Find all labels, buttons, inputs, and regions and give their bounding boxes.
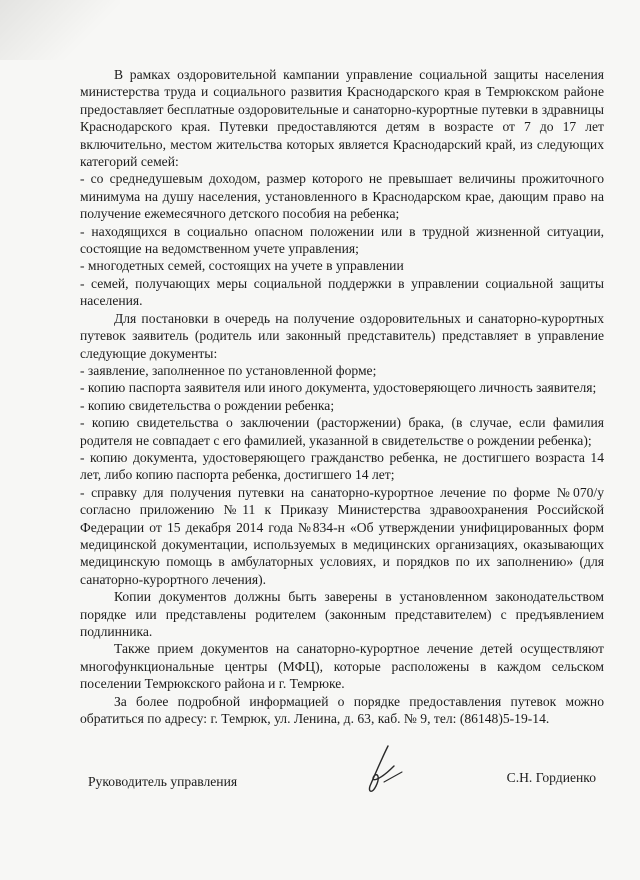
signatory-title: Руководитель управления	[88, 774, 238, 789]
paragraph-documents: Для постановки в очередь на получение оздоровительных и санаторно-курортных путевок заявитель (родитель или законный представитель) представляет в управление следующие документы:	[80, 310, 604, 361]
list-item: - справку для получения путевки на санаторно-курортное лечение по форме №070/у согласно приложению №11 к Приказу Министерства здравоохранения Российской Федерации от 15 декабря 2014 года №834-н «Об утверждении унифицированных форм медицинской документации, используемых в медицинских организациях, оказывающих медицинскую помощь в амбулаторных условиях, и порядков по их заполнению» (для санаторно-курортного лечения).	[80, 484, 604, 587]
list-item: - многодетных семей, состоящих на учете в управлении	[80, 258, 404, 274]
paragraph-mfc: Также прием документов на санаторно-курортное лечение детей осуществляют многофункциональные центры (МФЦ), которые расположены в каждом сельском поселении Темрюкского района и г. Темрюке.	[80, 641, 604, 692]
list-item: - со среднедушевым доходом, размер которого не превышает величины прожиточного минимума на душу населения, установленного в Краснодарском крае, дающим право на получение ежемесячного детского пособия на ребенка;	[80, 171, 604, 222]
document-body	[80, 66, 604, 727]
paragraph-contacts: За более подробной информацией о порядке предоставления путевок можно обратиться по адресу: г. Темрюк, ул. Ленина, д. 63, каб. № 9, тел: (86148)5-19-14.	[80, 693, 604, 727]
list-item: - заявление, заполненное по установленной форме;	[80, 362, 377, 378]
scan-shadow	[0, 0, 120, 60]
paragraph-copies: Копии документов должны быть заверены в установленном законодательством порядке или представлены родителем (законным представителем) с предъявлением подлинника.	[80, 589, 604, 639]
list-item: - копию свидетельства о заключении (расторжении) брака, (в случае, если фамилия родителя не совпадает с его фамилией, указанной в свидетельстве о рождении ребенка);	[80, 415, 604, 448]
list-item: - находящихся в социально опасном положении или в трудной жизненной ситуации, состоящие на ведомственном учете управления;	[80, 223, 604, 257]
signature-block	[80, 770, 604, 800]
signature-image	[348, 742, 408, 802]
list-item: - копию документа, удостоверяющего гражданство ребенка, не достигшего возраста 14 лет, либо копию паспорта ребенка, достигшего 14 лет;	[80, 449, 604, 483]
list-item: - копию свидетельства о рождении ребенка;	[80, 397, 335, 413]
list-item: - копию паспорта заявителя или иного документа, удостоверяющего личность заявителя;	[80, 380, 597, 396]
list-item: - семей, получающих меры социальной поддержки в управлении социальной защиты населения.	[80, 275, 604, 309]
signatory-name: С.Н. Гордиенко	[506, 770, 596, 785]
paragraph-intro: В рамках оздоровительной кампании управление социальной защиты населения министерства труда и социального развития Краснодарского края в Темрюкском районе предоставляет бесплатные оздоровительные и санаторно-курортные путевки в здравницы Краснодарского края. Путевки предоставляются детям в возрасте от 7 до 17 лет включительно, местом жительства которых является Краснодарский край, из следующих категорий семей:	[80, 67, 604, 170]
